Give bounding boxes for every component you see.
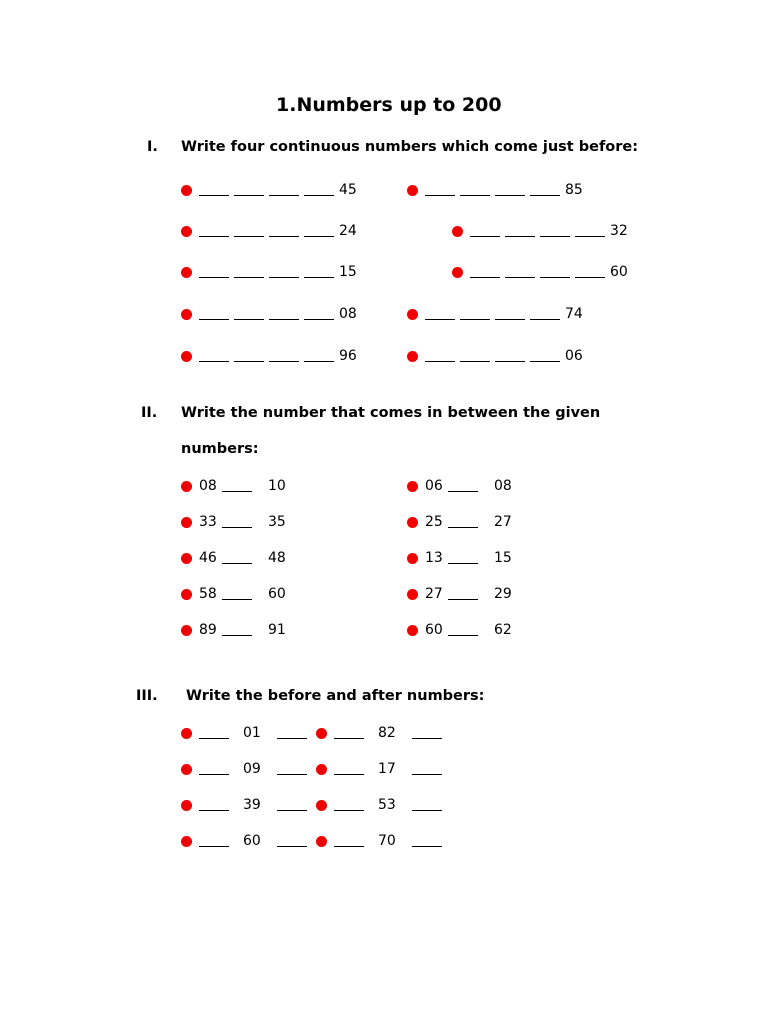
given-number: 53 (378, 797, 396, 813)
bullet-dot (407, 351, 418, 362)
last-number: 62 (494, 622, 512, 638)
section-1-numeral: I. (147, 139, 158, 155)
bullet-dot (181, 185, 192, 196)
last-number: 60 (268, 586, 286, 602)
answer-blank[interactable] (199, 236, 229, 237)
answer-blank[interactable] (448, 635, 478, 636)
last-number: 29 (494, 586, 512, 602)
bullet-dot (181, 267, 192, 278)
answer-blank[interactable] (234, 236, 264, 237)
given-number: 17 (378, 761, 396, 777)
answer-blank[interactable] (304, 319, 334, 320)
given-number: 74 (565, 306, 583, 322)
first-number: 06 (425, 478, 443, 494)
first-number: 33 (199, 514, 217, 530)
answer-blank[interactable] (199, 361, 229, 362)
given-number: 08 (339, 306, 357, 322)
answer-blank[interactable] (334, 738, 364, 739)
bullet-dot (181, 589, 192, 600)
answer-blank[interactable] (530, 195, 560, 196)
answer-blank[interactable] (460, 195, 490, 196)
bullet-dot (407, 481, 418, 492)
bullet-dot (181, 481, 192, 492)
answer-blank[interactable] (199, 319, 229, 320)
answer-blank[interactable] (460, 319, 490, 320)
last-number: 08 (494, 478, 512, 494)
answer-blank[interactable] (269, 277, 299, 278)
answer-blank[interactable] (199, 195, 229, 196)
answer-blank[interactable] (575, 236, 605, 237)
bullet-dot (316, 728, 327, 739)
bullet-dot (181, 517, 192, 528)
given-number: 45 (339, 182, 357, 198)
answer-blank[interactable] (495, 195, 525, 196)
given-number: 60 (243, 833, 261, 849)
answer-blank[interactable] (199, 738, 229, 739)
bullet-dot (407, 517, 418, 528)
first-number: 46 (199, 550, 217, 566)
first-number: 08 (199, 478, 217, 494)
answer-blank[interactable] (540, 236, 570, 237)
answer-blank[interactable] (448, 599, 478, 600)
bullet-dot (407, 589, 418, 600)
given-number: 32 (610, 223, 628, 239)
answer-blank[interactable] (304, 236, 334, 237)
last-number: 48 (268, 550, 286, 566)
given-number: 06 (565, 348, 583, 364)
bullet-dot (407, 185, 418, 196)
bullet-dot (181, 800, 192, 811)
answer-blank[interactable] (334, 846, 364, 847)
given-number: 60 (610, 264, 628, 280)
answer-blank[interactable] (470, 236, 500, 237)
answer-blank[interactable] (460, 361, 490, 362)
given-number: 96 (339, 348, 357, 364)
answer-blank[interactable] (425, 361, 455, 362)
bullet-dot (181, 625, 192, 636)
answer-blank[interactable] (470, 277, 500, 278)
bullet-dot (181, 728, 192, 739)
bullet-dot (407, 309, 418, 320)
answer-blank[interactable] (505, 277, 535, 278)
answer-blank[interactable] (334, 774, 364, 775)
section-2-instruction: Write the number that comes in between the given (181, 405, 601, 421)
answer-blank[interactable] (412, 738, 442, 739)
bullet-dot (181, 553, 192, 564)
first-number: 13 (425, 550, 443, 566)
section-3-numeral: III. (136, 688, 158, 704)
given-number: 85 (565, 182, 583, 198)
first-number: 27 (425, 586, 443, 602)
section-1-instruction: Write four continuous numbers which come just before: (181, 139, 639, 155)
section-2-numeral: II. (141, 405, 158, 421)
answer-blank[interactable] (269, 319, 299, 320)
answer-blank[interactable] (334, 810, 364, 811)
answer-blank[interactable] (540, 277, 570, 278)
given-number: 09 (243, 761, 261, 777)
answer-blank[interactable] (234, 361, 264, 362)
first-number: 25 (425, 514, 443, 530)
given-number: 82 (378, 725, 396, 741)
bullet-dot (407, 553, 418, 564)
bullet-dot (316, 800, 327, 811)
bullet-dot (407, 625, 418, 636)
page-title: 1.Numbers up to 200 (276, 94, 502, 116)
section-2-instruction-line2: numbers: (181, 441, 259, 457)
answer-blank[interactable] (530, 361, 560, 362)
last-number: 10 (268, 478, 286, 494)
first-number: 89 (199, 622, 217, 638)
last-number: 15 (494, 550, 512, 566)
answer-blank[interactable] (234, 277, 264, 278)
answer-blank[interactable] (199, 810, 229, 811)
first-number: 58 (199, 586, 217, 602)
first-number: 60 (425, 622, 443, 638)
answer-blank[interactable] (448, 527, 478, 528)
last-number: 35 (268, 514, 286, 530)
answer-blank[interactable] (412, 810, 442, 811)
given-number: 24 (339, 223, 357, 239)
given-number: 70 (378, 833, 396, 849)
answer-blank[interactable] (425, 319, 455, 320)
answer-blank[interactable] (269, 236, 299, 237)
answer-blank[interactable] (269, 195, 299, 196)
answer-blank[interactable] (234, 195, 264, 196)
answer-blank[interactable] (412, 846, 442, 847)
answer-blank[interactable] (575, 277, 605, 278)
answer-blank[interactable] (448, 563, 478, 564)
answer-blank[interactable] (505, 236, 535, 237)
answer-blank[interactable] (277, 846, 307, 847)
answer-blank[interactable] (530, 319, 560, 320)
answer-blank[interactable] (277, 774, 307, 775)
answer-blank[interactable] (277, 810, 307, 811)
answer-blank[interactable] (412, 774, 442, 775)
given-number: 01 (243, 725, 261, 741)
given-number: 39 (243, 797, 261, 813)
answer-blank[interactable] (277, 738, 307, 739)
answer-blank[interactable] (222, 599, 252, 600)
bullet-dot (452, 267, 463, 278)
bullet-dot (452, 226, 463, 237)
answer-blank[interactable] (304, 361, 334, 362)
answer-blank[interactable] (425, 195, 455, 196)
answer-blank[interactable] (495, 361, 525, 362)
last-number: 91 (268, 622, 286, 638)
last-number: 27 (494, 514, 512, 530)
bullet-dot (181, 309, 192, 320)
bullet-dot (181, 836, 192, 847)
answer-blank[interactable] (199, 277, 229, 278)
answer-blank[interactable] (222, 635, 252, 636)
answer-blank[interactable] (222, 527, 252, 528)
bullet-dot (316, 836, 327, 847)
answer-blank[interactable] (448, 491, 478, 492)
bullet-dot (181, 351, 192, 362)
answer-blank[interactable] (199, 846, 229, 847)
section-3-instruction: Write the before and after numbers: (186, 688, 485, 704)
given-number: 15 (339, 264, 357, 280)
bullet-dot (181, 764, 192, 775)
bullet-dot (316, 764, 327, 775)
answer-blank[interactable] (304, 277, 334, 278)
answer-blank[interactable] (495, 319, 525, 320)
answer-blank[interactable] (304, 195, 334, 196)
answer-blank[interactable] (269, 361, 299, 362)
answer-blank[interactable] (222, 491, 252, 492)
answer-blank[interactable] (222, 563, 252, 564)
answer-blank[interactable] (234, 319, 264, 320)
bullet-dot (181, 226, 192, 237)
answer-blank[interactable] (199, 774, 229, 775)
